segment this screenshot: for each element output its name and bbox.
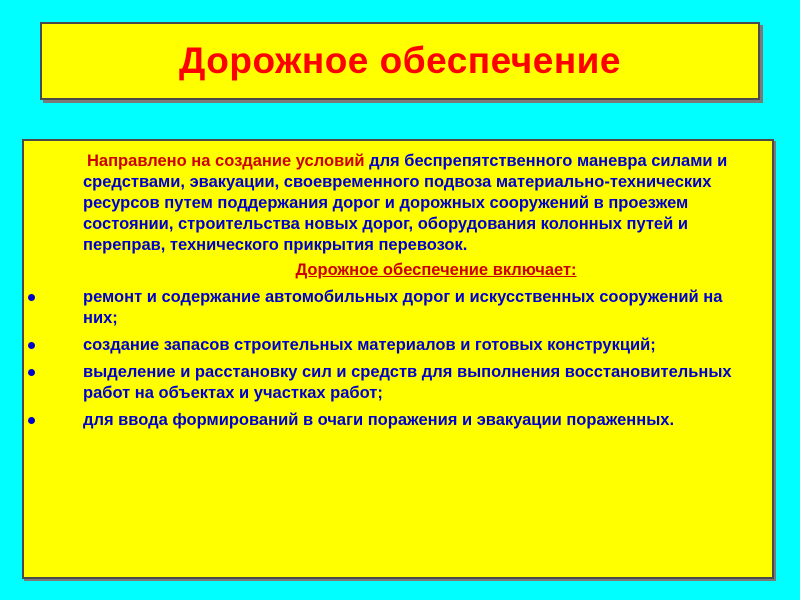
intro-text: для беспрепятственного маневра силами и средствами, эвакуации, своевременного подвоза материально-технических ресурсов путем поддержания дорог и дорожных сооружений в проезжем состоянии, строительства новых дорог, оборудования колонных путей и переправ, технического прикрытия перевозок. (83, 152, 728, 254)
bullet-dot-icon (28, 417, 35, 424)
intro-paragraph (24, 151, 758, 256)
list-item-text: выделение и расстановку сил и средств для выполнения восстановительных работ на объектах и участках работ; (83, 363, 732, 402)
bullet-dot-icon (28, 369, 35, 376)
title-panel (40, 22, 760, 100)
list-item (24, 362, 758, 404)
list-item (24, 410, 758, 431)
bullet-dot-icon (28, 294, 35, 301)
list-item-text: ремонт и содержание автомобильных дорог и искусственных сооружений на них; (83, 288, 723, 327)
list-item (24, 335, 758, 356)
bullet-list (24, 287, 758, 431)
content-panel (22, 139, 774, 579)
list-item-text: создание запасов строительных материалов и готовых конструкций; (83, 336, 656, 354)
bullet-dot-icon (28, 342, 35, 349)
intro-lead: Направлено на создание условий (87, 152, 365, 170)
list-item-text: для ввода формирований в очаги поражения и эвакуации пораженных. (83, 411, 675, 429)
list-item (24, 287, 758, 329)
section-subheading: Дорожное обеспечение включает: (295, 261, 577, 279)
page-title: Дорожное обеспечение (178, 40, 622, 81)
